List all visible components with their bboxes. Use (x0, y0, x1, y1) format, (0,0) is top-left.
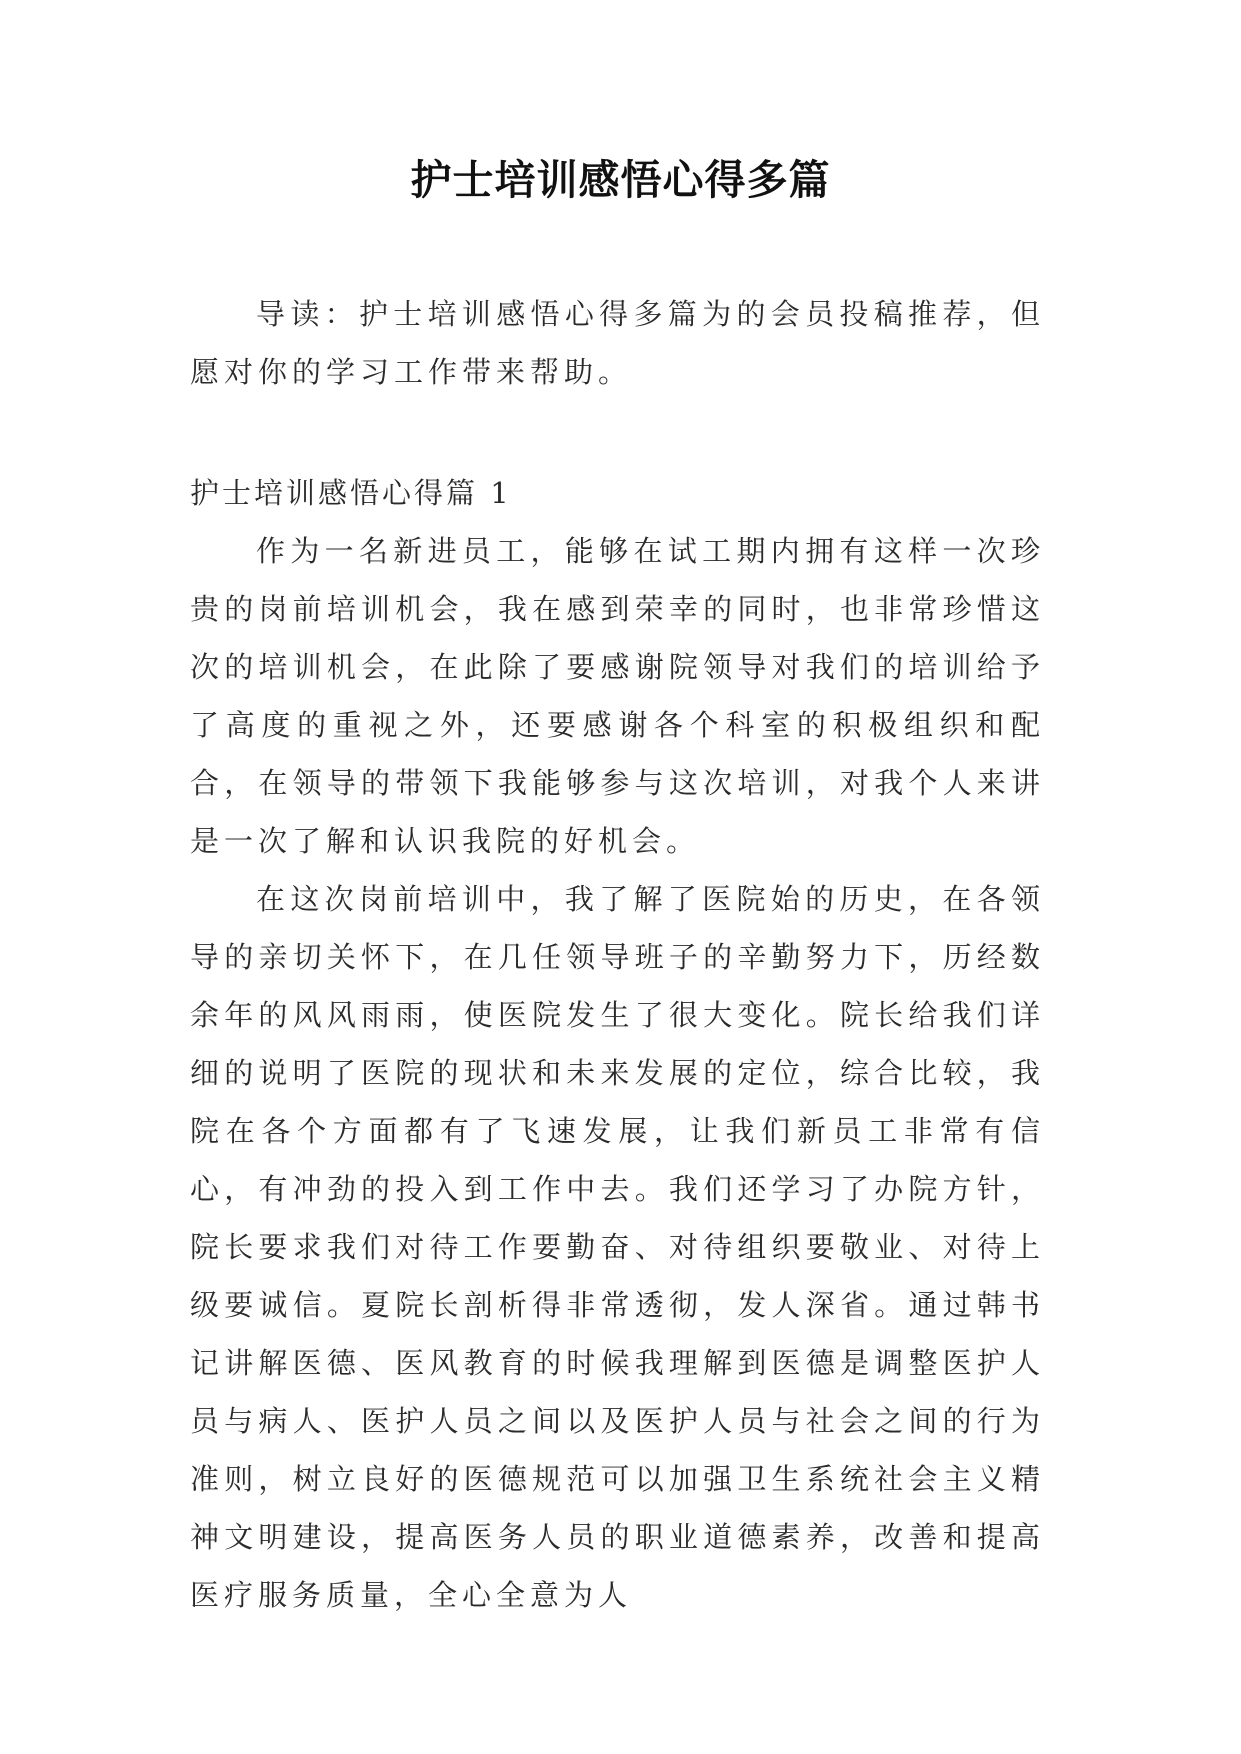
document-title: 护士培训感悟心得多篇 (410, 156, 831, 204)
document-body (190, 285, 1045, 1624)
section-heading: 护士培训感悟心得篇 1 (190, 476, 512, 510)
intro-paragraph: 导读：护士培训感悟心得多篇为的会员投稿推荐，但愿对你的学习工作带来帮助。 (190, 297, 1045, 389)
body-paragraph-2: 在这次岗前培训中，我了解了医院始的历史，在各领导的亲切关怀下，在几任领导班子的辛勤努力下，历经数余年的风风雨雨，使医院发生了很大变化。院长给我们详细的说明了医院的现状和未来发展的定位，综合比较，我院在各个方面都有了飞速发展，让我们新员工非常有信心，有冲劲的投入到工作中去。我们还学习了办院方针，院长要求我们对待工作要勤奋、对待组织要敬业、对待上级要诚信。夏院长剖析得非常透彻，发人深省。通过韩书记讲解医德、医风教育的时候我理解到医德是调整医护人员与病人、医护人员之间以及医护人员与社会之间的行为准则，树立良好的医德规范可以加强卫生系统社会主义精神文明建设，提高医务人员的职业道德素养，改善和提高医疗服务质量，全心全意为人 (190, 882, 1045, 1612)
body-paragraph-1: 作为一名新进员工，能够在试工期内拥有这样一次珍贵的岗前培训机会，我在感到荣幸的同时，也非常珍惜这次的培训机会，在此除了要感谢院领导对我们的培训给予了高度的重视之外，还要感谢各个科室的积极组织和配合，在领导的带领下我能够参与这次培训，对我个人来讲是一次了解和认识我院的好机会。 (190, 534, 1045, 858)
